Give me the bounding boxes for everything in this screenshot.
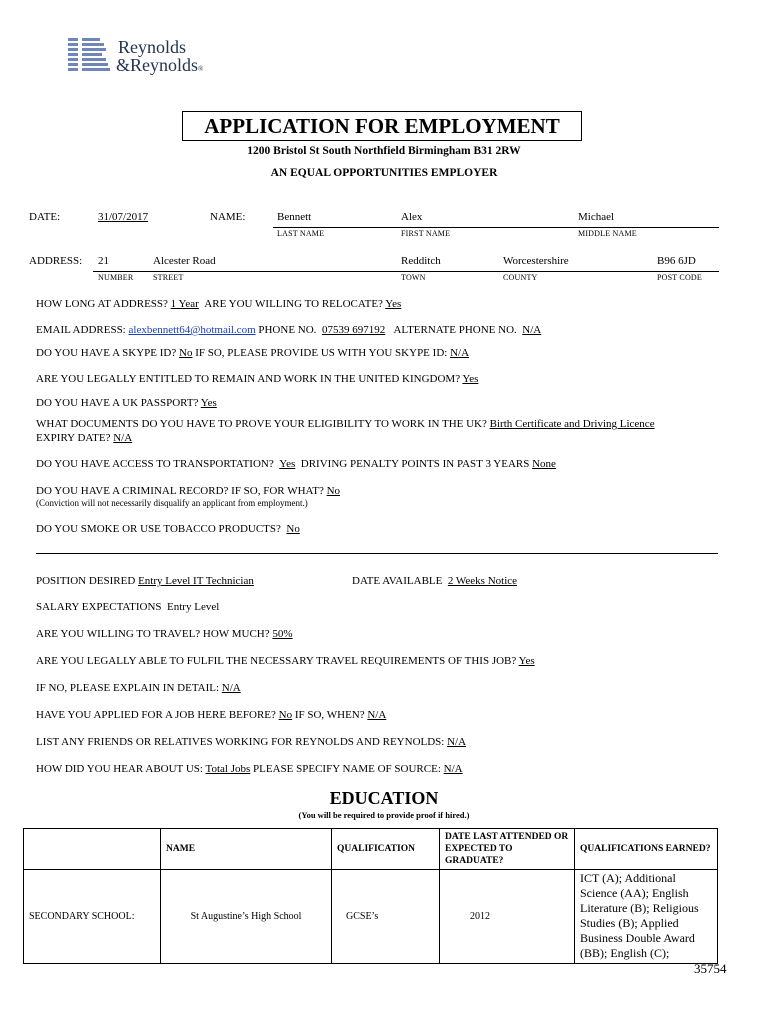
email-label: EMAIL ADDRESS: bbox=[36, 324, 126, 336]
first-name-caption: FIRST NAME bbox=[401, 229, 451, 238]
skype-id-value: N/A bbox=[450, 347, 470, 359]
date-available-label: DATE AVAILABLE bbox=[352, 575, 443, 587]
fulfil-value: Yes bbox=[518, 655, 535, 667]
education-type-cell: SECONDARY SCHOOL: bbox=[24, 870, 161, 964]
explain-line bbox=[36, 682, 241, 694]
date-label: DATE: bbox=[29, 211, 61, 223]
town-caption: TOWN bbox=[401, 273, 426, 282]
position-desired-line bbox=[36, 575, 254, 587]
passport-label: DO YOU HAVE A UK PASSPORT? bbox=[36, 397, 199, 409]
county-value: Worcestershire bbox=[503, 255, 569, 267]
skype-id-label: IF SO, PLEASE PROVIDE US WITH YOU SKYPE ID: bbox=[195, 347, 448, 359]
passport-line bbox=[36, 397, 217, 409]
education-header-earned: QUALIFICATIONS EARNED? bbox=[575, 829, 718, 870]
when-value: N/A bbox=[367, 709, 387, 721]
education-header-qualification: QUALIFICATION bbox=[332, 829, 440, 870]
section-divider bbox=[36, 553, 718, 554]
name-underline bbox=[273, 227, 719, 228]
friends-line bbox=[36, 736, 466, 748]
explain-label: IF NO, PLEASE EXPLAIN IN DETAIL: bbox=[36, 682, 220, 694]
education-header-type bbox=[24, 829, 161, 870]
first-name-value: Alex bbox=[401, 211, 423, 223]
position-desired-value: Entry Level IT Technician bbox=[138, 575, 254, 587]
transport-line bbox=[36, 458, 556, 470]
smoke-line bbox=[36, 523, 300, 535]
how-long-label: HOW LONG AT ADDRESS? bbox=[36, 298, 168, 310]
street-value: Alcester Road bbox=[153, 255, 216, 267]
education-heading: EDUCATION bbox=[329, 788, 439, 808]
number-caption: NUMBER bbox=[98, 273, 134, 282]
street-caption: STREET bbox=[153, 273, 184, 282]
transport-label: DO YOU HAVE ACCESS TO TRANSPORTATION? bbox=[36, 458, 274, 470]
alt-phone-value: N/A bbox=[522, 324, 542, 336]
alt-phone-label: ALTERNATE PHONE NO. bbox=[393, 324, 517, 336]
documents-line bbox=[36, 418, 655, 430]
documents-value: Birth Certificate and Driving Licence bbox=[489, 418, 655, 430]
entitled-label: ARE YOU LEGALLY ENTITLED TO REMAIN AND WORK IN THE UNITED KINGDOM? bbox=[36, 373, 461, 385]
friends-value: N/A bbox=[447, 736, 467, 748]
county-caption: COUNTY bbox=[503, 273, 538, 282]
penalty-value: None bbox=[532, 458, 556, 470]
post-code-value: B96 6JD bbox=[657, 255, 696, 267]
phone-label: PHONE NO. bbox=[258, 324, 317, 336]
applied-line bbox=[36, 709, 386, 721]
fulfil-label: ARE YOU LEGALLY ABLE TO FULFIL THE NECESSARY TRAVEL REQUIREMENTS OF THIS JOB? bbox=[36, 655, 517, 667]
transport-value: Yes bbox=[279, 458, 296, 470]
logo-mark-icon bbox=[68, 36, 114, 74]
salary-line bbox=[36, 601, 219, 613]
equal-opportunities: AN EQUAL OPPORTUNITIES EMPLOYER bbox=[270, 167, 498, 179]
entitled-value: Yes bbox=[462, 373, 479, 385]
education-name-cell: St Augustine’s High School bbox=[161, 870, 332, 964]
expiry-value: N/A bbox=[113, 432, 133, 444]
title-box bbox=[182, 111, 582, 141]
salary-label: SALARY EXPECTATIONS bbox=[36, 601, 162, 613]
education-header-date: DATE LAST ATTENDED OR EXPECTED TO GRADUATE? bbox=[440, 829, 575, 870]
when-label: IF SO, WHEN? bbox=[294, 709, 365, 721]
date-available-value: 2 Weeks Notice bbox=[447, 575, 518, 587]
skype-value: No bbox=[179, 347, 193, 359]
relocate-label: ARE YOU WILLING TO RELOCATE? bbox=[204, 298, 383, 310]
skype-label: DO YOU HAVE A SKYPE ID? bbox=[36, 347, 177, 359]
criminal-label: DO YOU HAVE A CRIMINAL RECORD? IF SO, FOR WHAT? bbox=[36, 485, 324, 497]
travel-label: ARE YOU WILLING TO TRAVEL? HOW MUCH? bbox=[36, 628, 270, 640]
heard-label: HOW DID YOU HEAR ABOUT US: bbox=[36, 763, 203, 775]
education-date-cell: 2012 bbox=[440, 870, 575, 964]
travel-line bbox=[36, 628, 293, 640]
contact-line bbox=[36, 324, 541, 336]
date-value: 31/07/2017 bbox=[98, 211, 149, 223]
education-qualification-cell: GCSE’s bbox=[332, 870, 440, 964]
email-link[interactable]: alexbennett64@hotmail.com bbox=[128, 324, 256, 336]
salary-value: Entry Level bbox=[167, 601, 220, 613]
applied-label: HAVE YOU APPLIED FOR A JOB HERE BEFORE? bbox=[36, 709, 276, 721]
source-label: PLEASE SPECIFY NAME OF SOURCE: bbox=[253, 763, 441, 775]
company-address: 1200 Bristol St South Northfield Birmingham B31 2RW bbox=[247, 145, 521, 157]
criminal-note: (Conviction will not necessarily disqualify an applicant from employment.) bbox=[36, 498, 308, 508]
education-note: (You will be required to provide proof if hired.) bbox=[298, 810, 470, 820]
address-label: ADDRESS: bbox=[29, 255, 83, 267]
house-number-value: 21 bbox=[98, 255, 109, 267]
passport-value: Yes bbox=[200, 397, 217, 409]
criminal-value: No bbox=[326, 485, 341, 497]
smoke-label: DO YOU SMOKE OR USE TOBACCO PRODUCTS? bbox=[36, 523, 281, 535]
education-header-name: NAME bbox=[161, 829, 332, 870]
documents-label: WHAT DOCUMENTS DO YOU HAVE TO PROVE YOUR ELIGIBILITY TO WORK IN THE UK? bbox=[36, 418, 487, 430]
heard-line bbox=[36, 763, 463, 775]
name-label: NAME: bbox=[210, 211, 246, 223]
logo-line-2: &Reynolds® bbox=[116, 55, 204, 75]
entitled-line bbox=[36, 373, 478, 385]
smoke-value: No bbox=[286, 523, 300, 535]
last-name-caption: LAST NAME bbox=[277, 229, 325, 238]
last-name-value: Bennett bbox=[277, 211, 312, 223]
penalty-label: DRIVING PENALTY POINTS IN PAST 3 YEARS bbox=[300, 458, 530, 470]
expiry-label: EXPIRY DATE? bbox=[36, 432, 111, 444]
source-value: N/A bbox=[443, 763, 463, 775]
date-available-line bbox=[352, 575, 517, 587]
education-header-row bbox=[24, 829, 718, 870]
fulfil-line bbox=[36, 655, 535, 667]
education-table bbox=[23, 828, 718, 964]
town-value: Redditch bbox=[401, 255, 441, 267]
education-earned-cell: ICT (A); Additional Science (AA); English Literature (B); Religious Studies (B); Applied Business Double Award (BB); English (C); bbox=[575, 870, 718, 964]
skype-line bbox=[36, 347, 469, 359]
applied-value: No bbox=[278, 709, 293, 721]
table-row bbox=[24, 870, 718, 964]
explain-value: N/A bbox=[221, 682, 241, 694]
post-code-caption: POST CODE bbox=[657, 273, 702, 282]
position-desired-label: POSITION DESIRED bbox=[36, 575, 136, 587]
address-duration-line bbox=[36, 298, 401, 310]
document-number: 35754 bbox=[694, 961, 727, 976]
middle-name-value: Michael bbox=[578, 211, 615, 223]
phone-value: 07539 697192 bbox=[321, 324, 386, 336]
relocate-value: Yes bbox=[385, 298, 402, 310]
criminal-line bbox=[36, 485, 340, 497]
friends-label: LIST ANY FRIENDS OR RELATIVES WORKING FOR REYNOLDS AND REYNOLDS: bbox=[36, 736, 445, 748]
page-title: APPLICATION FOR EMPLOYMENT bbox=[204, 114, 560, 138]
heard-value: Total Jobs bbox=[205, 763, 251, 775]
logo-line-1: Reynolds bbox=[118, 37, 187, 57]
expiry-line bbox=[36, 432, 132, 444]
how-long-value: 1 Year bbox=[170, 298, 199, 310]
middle-name-caption: MIDDLE NAME bbox=[578, 229, 637, 238]
address-underline bbox=[93, 271, 719, 272]
travel-value: 50% bbox=[272, 628, 293, 640]
